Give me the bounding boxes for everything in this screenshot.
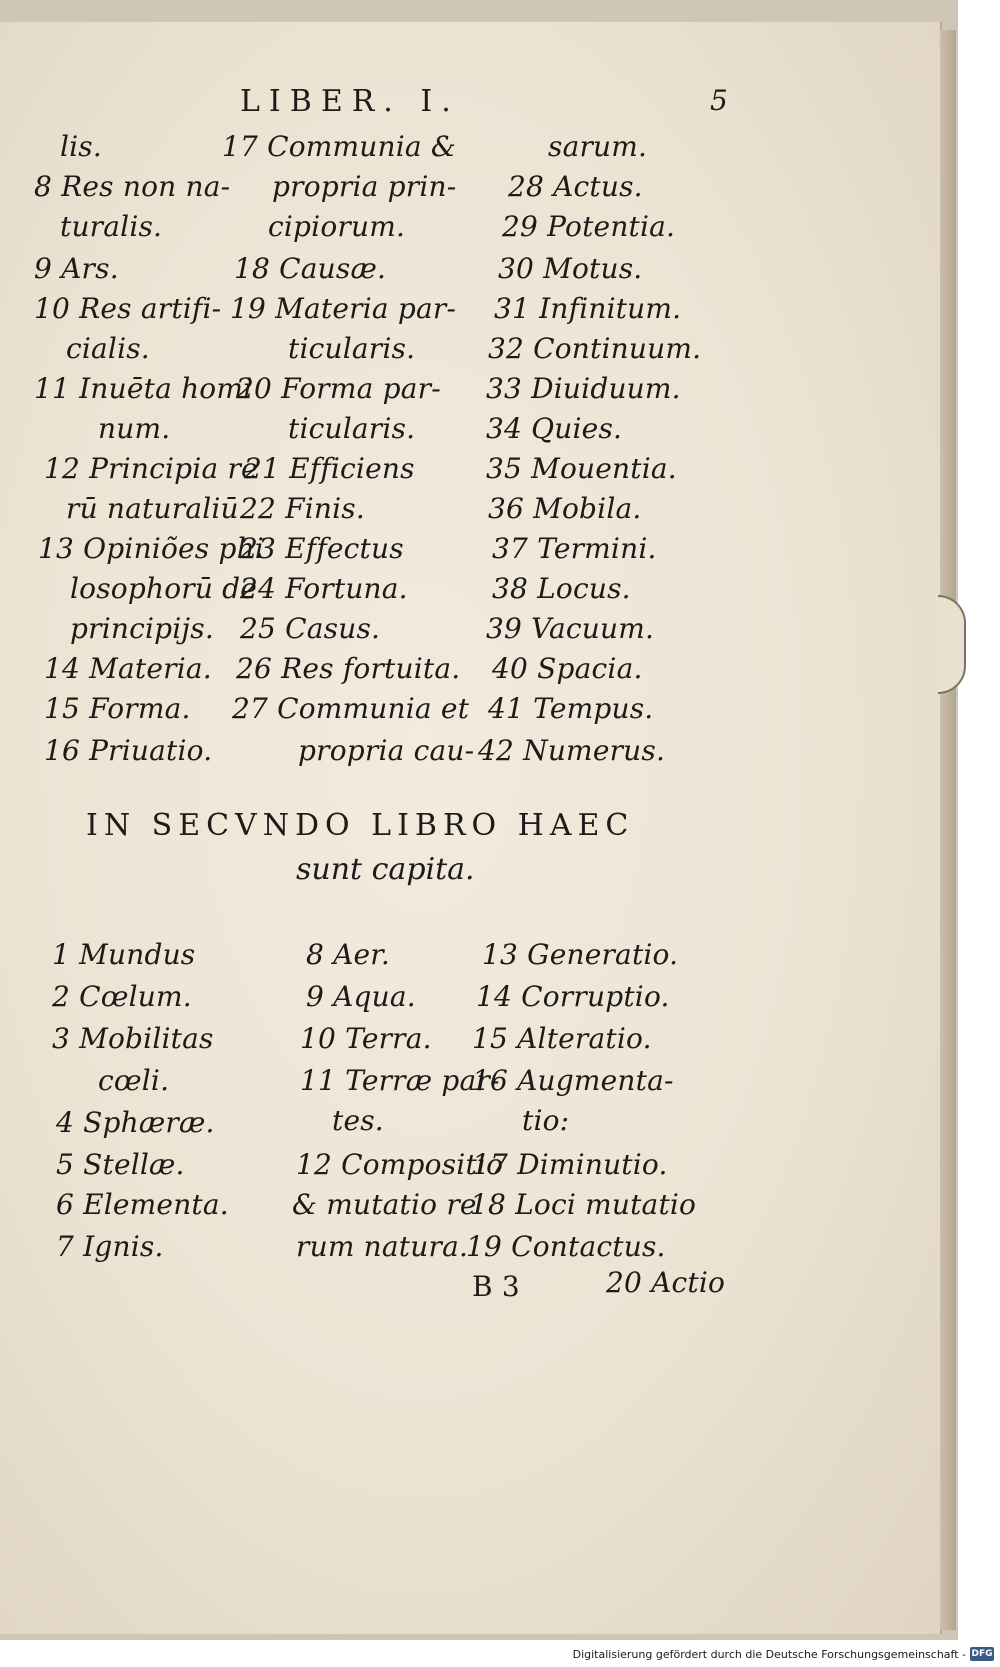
list-item: 6 Elementa. bbox=[56, 1188, 229, 1221]
list-item: 35 Mouentia. bbox=[486, 452, 677, 485]
page-number: 5 bbox=[710, 84, 728, 117]
list-item: 41 Tempus. bbox=[488, 692, 654, 725]
list-item: 10 Res artifi- bbox=[34, 292, 222, 325]
dfg-logo-icon: DFG bbox=[971, 1649, 993, 1659]
list-item: cipiorum. bbox=[268, 210, 406, 243]
list-item: 11 Terræ par- bbox=[300, 1064, 500, 1097]
list-item: num. bbox=[98, 412, 171, 445]
list-item: 24 Fortuna. bbox=[240, 572, 408, 605]
list-item: 15 Alteratio. bbox=[472, 1022, 652, 1055]
list-item: 13 Opiniões phi bbox=[38, 532, 264, 565]
list-item: principijs. bbox=[70, 612, 214, 645]
signature-mark: B 3 bbox=[472, 1270, 520, 1303]
section-subheading: sunt capita. bbox=[296, 852, 475, 887]
running-head: LIBER. I. bbox=[240, 84, 460, 119]
page-edge bbox=[940, 30, 956, 1630]
list-item: 8 Aer. bbox=[306, 938, 390, 971]
list-item: propria prin- bbox=[272, 170, 457, 203]
list-item: cœli. bbox=[98, 1064, 170, 1097]
list-item: 16 Priuatio. bbox=[44, 734, 213, 767]
list-item: 16 Augmenta- bbox=[472, 1064, 674, 1097]
list-item: losophorū de bbox=[70, 572, 258, 605]
list-item: 23 Effectus bbox=[240, 532, 404, 565]
list-item: 28 Actus. bbox=[508, 170, 643, 203]
list-item: 7 Ignis. bbox=[56, 1230, 164, 1263]
catchword: 20 Actio bbox=[606, 1266, 726, 1299]
list-item: 18 Causæ. bbox=[234, 252, 387, 285]
list-item: 27 Communia et bbox=[232, 692, 470, 725]
list-item: 32 Continuum. bbox=[488, 332, 702, 365]
list-item: 5 Stellæ. bbox=[56, 1148, 185, 1181]
list-item: 42 Numerus. bbox=[478, 734, 666, 767]
list-item: 19 Materia par- bbox=[230, 292, 457, 325]
list-item: 14 Corruptio. bbox=[476, 980, 670, 1013]
list-item: 9 Ars. bbox=[34, 252, 119, 285]
list-item: 33 Diuiduum. bbox=[486, 372, 681, 405]
list-item: cialis. bbox=[66, 332, 150, 365]
list-item: 20 Forma par- bbox=[236, 372, 441, 405]
list-item: 34 Quies. bbox=[486, 412, 623, 445]
list-item: 22 Finis. bbox=[240, 492, 365, 525]
list-item: sarum. bbox=[548, 130, 648, 163]
list-item: 25 Casus. bbox=[240, 612, 381, 645]
page-clip bbox=[938, 595, 966, 694]
list-item: 12 Principia re bbox=[44, 452, 258, 485]
list-item: 1 Mundus bbox=[52, 938, 196, 971]
list-item: 19 Contactus. bbox=[466, 1230, 666, 1263]
list-item: rū naturaliū bbox=[66, 492, 239, 525]
list-item: 2 Cœlum. bbox=[52, 980, 192, 1013]
list-item: 3 Mobilitas bbox=[52, 1022, 214, 1055]
list-item: 36 Mobila. bbox=[488, 492, 642, 525]
list-item: 4 Sphæræ. bbox=[56, 1106, 215, 1139]
list-item: 10 Terra. bbox=[300, 1022, 432, 1055]
list-item: rum natura. bbox=[296, 1230, 469, 1263]
list-item: & mutatio re bbox=[292, 1188, 477, 1221]
list-item: 14 Materia. bbox=[44, 652, 212, 685]
section-heading: IN SECVNDO LIBRO HAEC bbox=[86, 808, 635, 843]
list-item: 31 Infinitum. bbox=[494, 292, 682, 325]
list-item: ticularis. bbox=[288, 332, 416, 365]
list-item: 40 Spacia. bbox=[492, 652, 643, 685]
list-item: 39 Vacuum. bbox=[486, 612, 655, 645]
list-item: 37 Termini. bbox=[492, 532, 657, 565]
list-item: 9 Aqua. bbox=[306, 980, 416, 1013]
list-item: tio: bbox=[522, 1104, 570, 1137]
list-item: 13 Generatio. bbox=[482, 938, 679, 971]
list-item: tes. bbox=[332, 1104, 384, 1137]
list-item: 29 Potentia. bbox=[502, 210, 676, 243]
list-item: 21 Efficiens bbox=[244, 452, 415, 485]
digitization-credit: Digitalisierung gefördert durch die Deutsche Forschungsgemeinschaft - bbox=[572, 1648, 966, 1661]
list-item: 8 Res non na- bbox=[34, 170, 231, 203]
list-item: propria cau- bbox=[298, 734, 475, 767]
list-item: 18 Loci mutatio bbox=[470, 1188, 697, 1221]
list-item: 12 Compositio bbox=[296, 1148, 504, 1181]
list-item: ticularis. bbox=[288, 412, 416, 445]
list-item: 17 Communia & bbox=[222, 130, 457, 163]
list-item: 11 Inuēta homi bbox=[34, 372, 253, 405]
list-item: 30 Motus. bbox=[498, 252, 643, 285]
list-item: 38 Locus. bbox=[492, 572, 631, 605]
list-item: 15 Forma. bbox=[44, 692, 191, 725]
list-item: 26 Res fortuita. bbox=[236, 652, 461, 685]
list-item: turalis. bbox=[60, 210, 163, 243]
list-item: lis. bbox=[60, 130, 102, 163]
list-item: 17 Diminutio. bbox=[472, 1148, 668, 1181]
